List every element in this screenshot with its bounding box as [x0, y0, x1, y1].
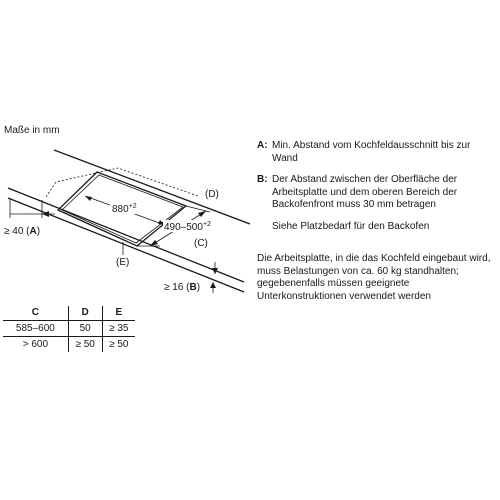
label-e: (E)	[116, 257, 130, 268]
label-d: (D)	[205, 189, 219, 200]
table-row	[3, 321, 135, 337]
legend-text: Min. Abstand vom Kochfeldausschnitt bis zur Wand	[272, 140, 471, 164]
depth-arrow-bottom	[150, 240, 158, 246]
table-cell: 50	[68, 321, 102, 337]
table-header-e: E	[102, 306, 135, 321]
dimension-table	[3, 306, 135, 352]
table-header-c: C	[3, 306, 68, 321]
label-c: (C)	[194, 238, 208, 249]
label-b: ≥ 16 (B)	[164, 282, 201, 293]
width-label: $880^{+2}$	[112, 203, 137, 215]
table-header-d: D	[68, 306, 102, 321]
legend-key: B:	[257, 174, 268, 185]
legend	[257, 140, 497, 303]
legend-item-b	[257, 174, 497, 212]
diagram-title: Maße in mm	[4, 125, 60, 136]
table-header-row	[3, 306, 135, 321]
table-cell: > 600	[22, 339, 49, 350]
countertop-load-note: Die Arbeitsplatte, in die das Kochfeld eingebaut wird, muss Belastungen von ca. 60 kg standhalten; gegebenenfalls müssen geeignete Unterkonstruktionen verwendet werden	[257, 253, 491, 302]
cutout-diagram	[0, 140, 250, 300]
legend-item-a	[257, 140, 497, 165]
legend-text: Der Abstand zwischen der Oberfläche der Arbeitsplatte und dem oberen Bereich der Backofenfront muss 30 mm betragen	[272, 174, 458, 210]
table-row	[3, 337, 135, 353]
depth-label: $490-500^{+2}$	[164, 221, 211, 233]
table-cell: ≥ 35	[102, 321, 135, 337]
table-cell: ≥ 50	[68, 337, 102, 353]
table-cell: ≥ 50	[109, 339, 129, 350]
depth-arrow-top	[198, 211, 206, 217]
b-arrow-bottom	[210, 282, 216, 288]
countertop-back-edge	[54, 150, 250, 224]
table-cell: 585–600	[3, 321, 68, 337]
label-a: ≥ 40 (A)	[4, 226, 41, 237]
width-arrow-left	[85, 196, 92, 201]
legend-oven-note: Siehe Platzbedarf für den Backofen	[272, 220, 430, 232]
legend-key: A:	[257, 140, 268, 151]
wall-dashed-edge	[46, 168, 198, 197]
